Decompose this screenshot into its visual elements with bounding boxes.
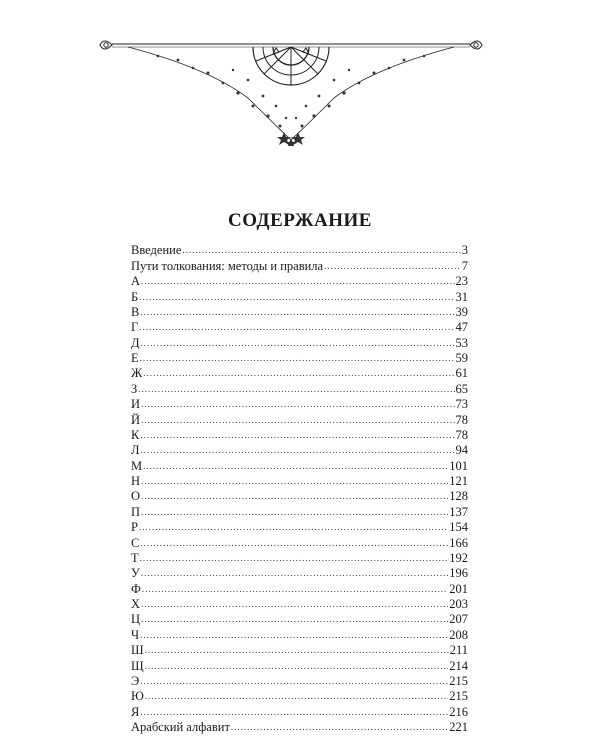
- toc-entry-page: 65: [455, 381, 468, 396]
- toc-entry-page: 221: [449, 720, 468, 734]
- dot-leader: [145, 643, 449, 658]
- dot-leader: [140, 351, 455, 366]
- toc-entry-label: М: [131, 458, 143, 473]
- toc-entry: [131, 658, 468, 673]
- toc-entry: [131, 597, 468, 612]
- dot-leader: [145, 659, 449, 674]
- dot-leader: [141, 566, 448, 581]
- toc-entry-label: Я: [131, 704, 140, 719]
- toc-entry-label: У: [131, 566, 140, 581]
- toc-entry-page: 166: [449, 535, 468, 550]
- toc-entry-label: Арабский алфавит: [131, 720, 230, 734]
- toc-entry: [131, 551, 468, 566]
- toc-entry-page: 94: [455, 443, 468, 458]
- toc-entry: [131, 412, 468, 427]
- toc-entry-page: 3: [461, 243, 468, 258]
- toc-entry-label: Б: [131, 289, 139, 304]
- toc-entry: [131, 335, 468, 350]
- dot-leader: [142, 582, 448, 597]
- toc-entry: [131, 643, 468, 658]
- toc-entry-label: Л: [131, 443, 140, 458]
- toc-entry-page: 101: [449, 458, 468, 473]
- toc-entry: [131, 243, 468, 258]
- dot-leader: [140, 428, 454, 443]
- toc-entry-page: 137: [449, 504, 468, 519]
- dot-leader: [143, 366, 454, 381]
- table-of-contents: [131, 243, 468, 735]
- toc-entry-label: Д: [131, 335, 140, 350]
- toc-entry-label: А: [131, 274, 141, 289]
- toc-entry: [131, 428, 468, 443]
- toc-entry-page: 207: [449, 612, 468, 627]
- dot-leader: [140, 674, 448, 689]
- dot-leader: [143, 459, 448, 474]
- toc-entry-page: 73: [455, 397, 468, 412]
- toc-entry-page: 215: [449, 673, 468, 688]
- dot-leader: [141, 489, 448, 504]
- toc-entry-label: Й: [131, 412, 141, 427]
- toc-entry: [131, 258, 468, 273]
- dot-leader: [139, 290, 454, 305]
- dot-leader: [141, 597, 448, 612]
- dot-leader: [141, 474, 448, 489]
- dot-leader: [140, 443, 454, 458]
- toc-entry: [131, 320, 468, 335]
- toc-entry-label: П: [131, 504, 141, 519]
- page-title: СОДЕРЖАНИЕ: [228, 210, 372, 231]
- toc-entry-label: Г: [131, 320, 139, 335]
- toc-entry: [131, 489, 468, 504]
- toc-entry: [131, 274, 468, 289]
- dot-leader: [141, 413, 454, 428]
- dot-leader: [141, 505, 448, 520]
- toc-entry: [131, 366, 468, 381]
- toc-entry-label: Пути толкования: методы и правила: [131, 258, 324, 273]
- toc-entry: [131, 566, 468, 581]
- toc-entry-label: Ю: [131, 689, 144, 704]
- dot-leader: [141, 274, 454, 289]
- toc-entry-label: З: [131, 381, 138, 396]
- toc-entry-page: 211: [449, 643, 468, 658]
- dot-leader: [145, 689, 448, 704]
- toc-entry-label: В: [131, 304, 140, 319]
- dot-leader: [141, 612, 448, 627]
- toc-entry-label: И: [131, 397, 141, 412]
- toc-entry-label: Ш: [131, 643, 144, 658]
- header-ornament-icon: [98, 28, 484, 146]
- toc-entry-page: 59: [455, 351, 468, 365]
- toc-entry: [131, 704, 468, 719]
- dot-leader: [324, 259, 461, 274]
- toc-entry: [131, 504, 468, 519]
- toc-entry-page: 53: [455, 335, 468, 350]
- dot-leader: [140, 536, 448, 551]
- dot-leader: [141, 336, 455, 351]
- toc-entry-page: 7: [461, 258, 468, 273]
- toc-entry-page: 203: [449, 597, 468, 611]
- dot-leader: [231, 720, 448, 735]
- toc-entry: [131, 520, 468, 535]
- dot-leader: [140, 705, 448, 720]
- toc-entry: [131, 474, 468, 489]
- toc-entry: [131, 674, 468, 689]
- toc-entry: [131, 458, 468, 473]
- toc-entry-label: Ф: [131, 581, 141, 596]
- toc-entry-page: 208: [449, 627, 468, 642]
- toc-entry-label: Х: [131, 597, 141, 611]
- toc-entry-label: Э: [131, 673, 140, 688]
- toc-entry-label: Введение: [131, 243, 182, 258]
- toc-entry: [131, 627, 468, 642]
- dot-leader: [141, 397, 454, 412]
- dot-leader: [140, 551, 449, 566]
- toc-entry: [131, 351, 468, 366]
- toc-entry-page: 78: [455, 427, 468, 442]
- toc-entry: [131, 720, 468, 735]
- toc-entry: [131, 581, 468, 596]
- toc-entry-page: 216: [449, 704, 468, 719]
- toc-entry-page: 196: [449, 566, 468, 581]
- toc-entry-label: Е: [131, 351, 139, 365]
- dot-leader: [140, 305, 454, 320]
- toc-entry-label: Ж: [131, 366, 143, 381]
- toc-entry-page: 23: [455, 274, 468, 289]
- toc-entry-label: Ч: [131, 627, 140, 642]
- toc-entry-page: 39: [455, 304, 468, 319]
- toc-entry-page: 201: [449, 581, 468, 596]
- toc-entry: [131, 397, 468, 412]
- toc-entry-label: О: [131, 489, 141, 504]
- toc-entry-page: 192: [449, 550, 468, 565]
- toc-entry: [131, 535, 468, 550]
- dot-leader: [139, 520, 448, 535]
- toc-entry: [131, 289, 468, 304]
- toc-entry-page: 128: [449, 489, 468, 504]
- toc-entry: [131, 689, 468, 704]
- dot-leader: [138, 382, 454, 397]
- toc-entry-label: Ц: [131, 612, 141, 627]
- dot-leader: [182, 243, 460, 258]
- toc-entry-page: 47: [455, 320, 468, 335]
- toc-entry-label: Н: [131, 474, 141, 488]
- toc-entry-page: 215: [449, 689, 468, 704]
- toc-entry: [131, 443, 468, 458]
- toc-entry-page: 214: [449, 658, 468, 673]
- toc-entry-label: С: [131, 535, 140, 550]
- toc-entry: [131, 612, 468, 627]
- toc-entry: [131, 305, 468, 320]
- toc-entry-label: Т: [131, 550, 139, 565]
- toc-entry-page: 78: [455, 412, 468, 427]
- toc-entry-page: 154: [449, 520, 468, 535]
- toc-entry-label: Щ: [131, 658, 144, 673]
- dot-leader: [140, 628, 448, 643]
- toc-entry-page: 31: [455, 289, 468, 304]
- toc-entry-label: К: [131, 427, 140, 442]
- toc-entry-label: Р: [131, 520, 138, 535]
- toc-entry-page: 121: [449, 474, 468, 488]
- toc-entry: [131, 381, 468, 396]
- dot-leader: [139, 320, 454, 335]
- toc-entry-page: 61: [455, 366, 468, 381]
